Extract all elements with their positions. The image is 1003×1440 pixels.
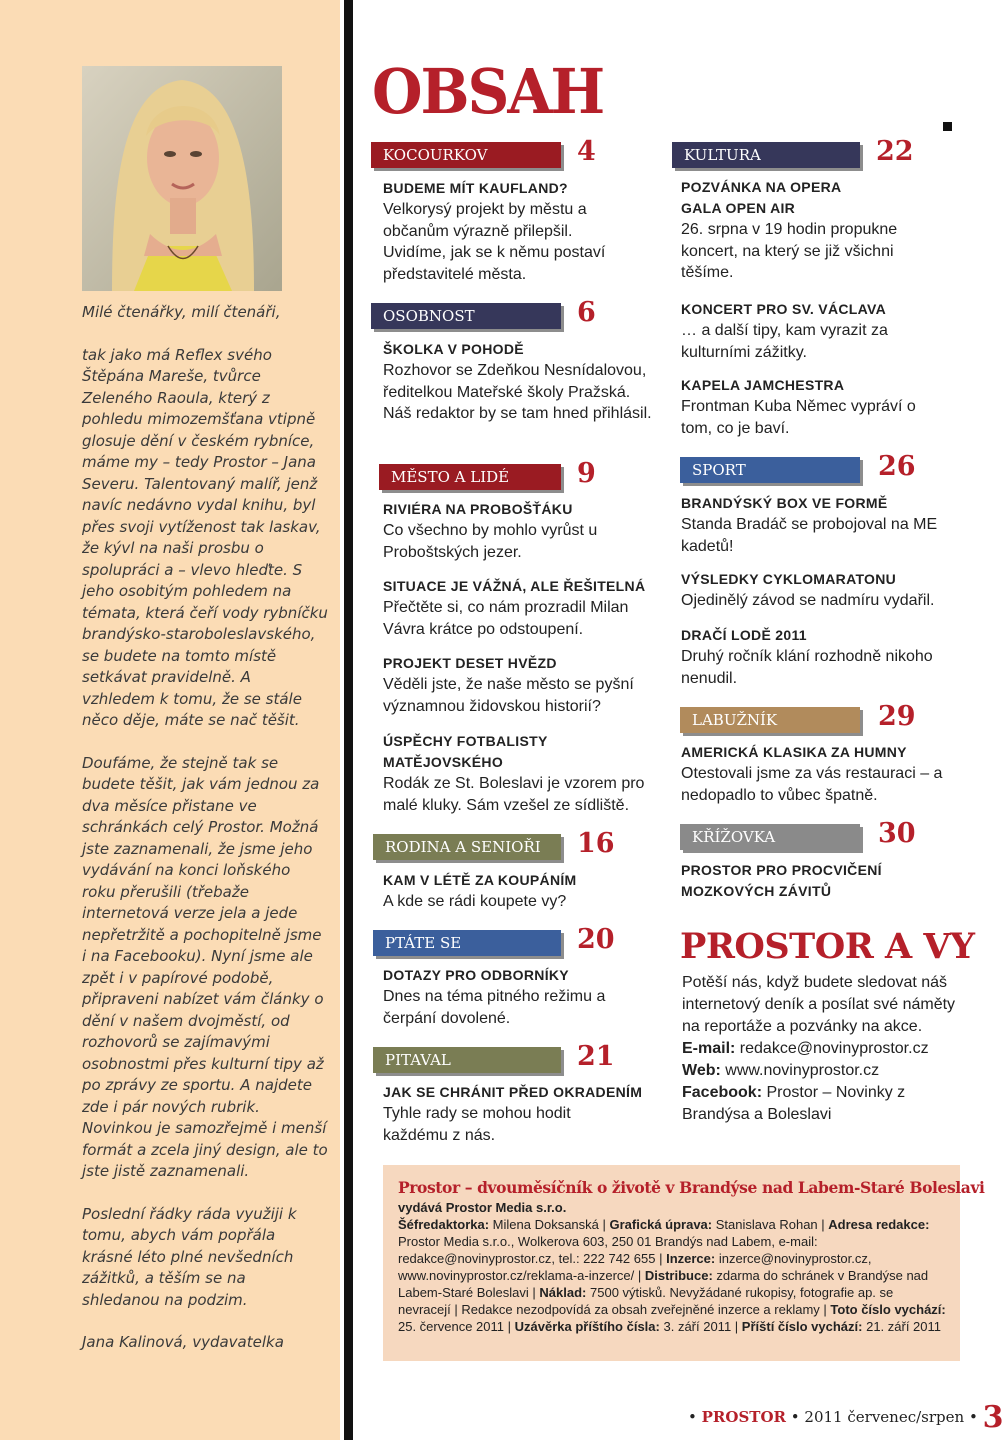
toc-item-heading: RIVIÉRA NA PROBOŠŤÁKU [383, 501, 573, 517]
impressum-body [398, 1199, 946, 1335]
toc-item-text: Druhý ročník klání rozhodně nikoho nenudil. [681, 648, 933, 687]
intro-paragraph: Poslední řádky ráda využiji k tomu, abych vám popřála krásné léto plné nevšedních zážitků, a těším se na shledanou na podzim. [82, 1204, 297, 1309]
toc-item-text: Ojedinělý závod se nadmíru vydařil. [681, 592, 935, 609]
imp-value: 7500 výtisků. Nevyžádané rukopisy, fotografie ap. se nevracejí | Redakce nezodpovídá za obsah zveřejněné inzerce a reklamy | [398, 1285, 894, 1317]
toc-item[interactable] [383, 178, 663, 285]
facebook-link[interactable]: Prostor – Novinky z Brandýsa a Boleslavi [682, 1084, 906, 1123]
footer-brand: PROSTOR [701, 1408, 786, 1426]
section-label: SPORT [680, 457, 860, 483]
web-link[interactable]: www.novinyprostor.cz [725, 1062, 880, 1079]
toc-item-text: Tyhle rady se mohou hodit každému z nás. [383, 1105, 571, 1144]
imp-value: 3. září 2011 | [663, 1319, 739, 1334]
toc-item-text: … a další tipy, kam vyrazit za kulturními zážitky. [681, 322, 888, 361]
column-divider [344, 0, 353, 1440]
section-page-number: 26 [878, 451, 916, 482]
toc-item[interactable] [681, 299, 961, 363]
page-number: 3 [982, 1400, 1003, 1435]
section-label: KŘÍŽOVKA [680, 824, 860, 850]
toc-item-text: Dnes na téma pitného režimu a čerpání dovolené. [383, 988, 606, 1027]
imp-label: Příští číslo vychází: [741, 1319, 863, 1334]
toc-item[interactable] [681, 860, 961, 902]
section-label: PITAVAL [373, 1047, 561, 1073]
toc-item[interactable] [681, 742, 961, 806]
section-page-number: 22 [876, 136, 914, 167]
toc-item-text: Standa Bradáč se probojoval na ME kadetů! [681, 516, 938, 555]
toc-item[interactable] [383, 339, 663, 425]
section-page-number: 16 [577, 828, 615, 859]
toc-item-text: Otestovali jsme za vás restauraci – a nedopadlo to vůbec špatně. [681, 765, 943, 804]
toc-item-heading: JAK SE CHRÁNIT PŘED OKRADENÍM [383, 1084, 643, 1100]
imp-label: Uzávěrka příštího čísla: [514, 1319, 660, 1334]
toc-item-heading: AMERICKÁ KLASIKA ZA HUMNY [681, 744, 907, 760]
facebook-line: Facebook: Prostor – Novinky z Brandýsa a Boleslavi [682, 1084, 906, 1123]
toc-item-heading: DOTAZY PRO ODBORNÍKY [383, 967, 569, 983]
toc-item-heading: PROJEKT DESET HVĚZD [383, 655, 557, 671]
section-page-number: 30 [878, 818, 916, 849]
toc-item-heading: KAPELA JAMCHESTRA [681, 377, 845, 393]
toc-item[interactable] [681, 375, 961, 439]
imp-label: Toto číslo vychází: [830, 1302, 946, 1317]
imp-value: zdarma do schránek v Brandýse nad Labem-Staré Boleslavi | [398, 1268, 929, 1300]
section-page-number: 21 [577, 1041, 615, 1072]
imp-label: Grafická úprava: [609, 1217, 713, 1232]
toc-item-text: Rodák ze St. Boleslavi je vzorem pro malé kluky. Sám vzešel ze sídliště. [383, 775, 645, 814]
toc-item[interactable] [383, 870, 663, 913]
section-label: PTÁTE SE [373, 930, 561, 956]
toc-item[interactable] [681, 625, 961, 689]
section-label: RODINA A SENIOŘI [373, 834, 561, 860]
section-page-number: 6 [577, 297, 596, 328]
impressum-title: Prostor – dvouměsíčník o životě v Brandýse nad Labem-Staré Boleslavi [398, 1178, 985, 1197]
toc-item-heading: KAM V LÉTĚ ZA KOUPÁNÍM [383, 872, 577, 888]
intro-paragraph: tak jako má Reflex svého Štěpána Mareše, tvůrce Zeleného Raoula, který z pohledu mimozemšťana vtipně glosuje dění v českém rybníce, máme my – tedy Prostor – Jana Severu. Talentovaný malíř, jenž navíc nedávno vydal knihu, byl přes svoji vytíženost tak laskav, že kývl na naši prosbu o spolupráci a – vlevo hleďte. S jeho osobitým pohledem na témata, která čeří vody rybníčku brandýsko-staroboleslavského, se budete na tomto místě setkávat pravidelně. A vzhledem k tomu, že se stále něco děje, máte se nač těšit. [82, 345, 328, 729]
page-footer: • PROSTOR • 2011 červenec/srpen • 3 [688, 1400, 1003, 1435]
imp-label: Distribuce: [644, 1268, 713, 1283]
section-label: KOCOURKOV [371, 142, 561, 168]
imp-label: Náklad: [539, 1285, 587, 1300]
toc-item-heading: DRAČÍ LODĚ 2011 [681, 627, 807, 643]
toc-item-heading: PROSTOR PRO PROCVIČENÍ MOZKOVÝCH ZÁVITŮ [681, 862, 882, 899]
toc-item-heading: ÚSPĚCHY FOTBALISTY MATĚJOVSKÉHO [383, 733, 548, 770]
toc-item-text: Velkorysý projekt by městu a občanům výrazně přilepšil. Uvidíme, jak se k němu postaví představitelé města. [383, 201, 606, 283]
imp-label: Inzerce: [666, 1251, 716, 1266]
prostor-a-vy-heading: PROSTOR A VY [680, 926, 975, 967]
section-page-number: 20 [577, 924, 615, 955]
editor-portrait [82, 66, 282, 291]
imp-label: Šéfredaktorka: [398, 1217, 490, 1232]
footer-year: 2011 [804, 1408, 843, 1426]
imp-value: Prostor Media s.r.o., Wolkerova 603, 250 01 Brandýs nad Labem, e-mail: redakce@novinyprostor.cz, tel.: 222 742 655 | [398, 1234, 818, 1266]
email-line: E-mail: redakce@novinyprostor.cz [682, 1040, 929, 1057]
section-label: KULTURA [672, 142, 860, 168]
toc-item-text: Přečtěte si, co nám prozradil Milan Vávra krátce po odstoupení. [383, 599, 629, 638]
imp-value: 21. září 2011 [866, 1319, 942, 1334]
toc-item-heading: ŠKOLKA V POHODĚ [383, 341, 524, 357]
prostor-a-vy-intro: Potěší nás, když budete sledovat náš internetový deník a posílat své náměty na reportáže a pozvánky na akce. [682, 974, 956, 1035]
toc-item-heading: POZVÁNKA NA OPERA GALA OPEN AIR [681, 179, 841, 216]
section-page-number: 4 [577, 136, 596, 167]
toc-item[interactable] [383, 731, 663, 816]
toc-item[interactable] [383, 653, 663, 717]
toc-item-heading: KONCERT PRO SV. VÁCLAVA [681, 301, 886, 317]
web-line: Web: www.novinyprostor.cz [682, 1062, 880, 1079]
editor-signature: Jana Kalinová, vydavatelka [82, 1333, 284, 1351]
toc-item-text: Frontman Kuba Němec vypráví o tom, co je baví. [681, 398, 916, 437]
section-page-number: 29 [878, 701, 916, 732]
toc-item-heading: VÝSLEDKY CYKLOMARATONU [681, 571, 897, 587]
intro-greeting: Milé čtenářky, milí čtenáři, [82, 303, 281, 321]
section-label: MĚSTO A LIDÉ [379, 464, 561, 490]
toc-item-heading: SITUACE JE VÁŽNÁ, ALE ŘEŠITELNÁ [383, 578, 646, 594]
impressum-box [383, 1165, 985, 1361]
toc-item-text: Věděli jste, že naše město se pyšní významnou židovskou historií? [383, 676, 634, 715]
prostor-a-vy-text [682, 972, 958, 1126]
toc-item-text: Rozhovor se Zdeňkou Nesnídalovou, ředitelkou Mateřské školy Pražská. Náš redaktor by se tam hned přihlásil. [383, 362, 652, 422]
section-page-number: 9 [577, 458, 596, 489]
section-label: OSOBNOST [371, 303, 561, 329]
toc-item[interactable] [383, 499, 663, 563]
toc-item[interactable] [383, 576, 663, 640]
toc-item[interactable] [681, 177, 961, 284]
toc-item-text: A kde se rádi koupete vy? [383, 893, 567, 910]
toc-item[interactable] [383, 965, 663, 1029]
toc-item[interactable] [681, 569, 961, 612]
imp-value: Milena Doksanská | [492, 1217, 606, 1232]
page-title: OBSAH [372, 55, 604, 129]
corner-square-icon [943, 122, 952, 131]
toc-item-text: Co všechno by mohlo vyrůst u Proboštských jezer. [383, 522, 598, 561]
imp-value: Stanislava Rohan | [715, 1217, 825, 1232]
toc-item-text: 26. srpna v 19 hodin propukne koncert, na který se již všichni těšíme. [681, 221, 898, 281]
toc-item-heading: BUDEME MÍT KAUFLAND? [383, 180, 568, 196]
section-label: LABUŽNÍK [680, 707, 860, 733]
toc-item[interactable] [383, 1082, 663, 1146]
editorial-text [82, 302, 328, 1375]
imp-label: Adresa redakce: [828, 1217, 930, 1232]
imp-value: 25. července 2011 | [398, 1319, 511, 1334]
footer-issue: červenec/srpen [847, 1408, 965, 1426]
intro-paragraph: Doufáme, že stejně tak se budete těšit, jak vám jednou za dva měsíce přistane ve schránkách celý Prostor. Možná jste zaznamenali, že jsme jeho vydávání na konci loňského roku přerušili (třebaže internetová verze jela a jede nepřetržitě a pochopitelně jsme i na Facebooku). Nyní jsme ale zpět i v papírové podobě, připraveni nabízet vám články o dění v našem dvojměstí, od rozhovorů se zajímavými osobnostmi přes kulturní tipy až po zprávy ze sportu. A najdete zde i pár nových rubrik. Novinkou je samozřejmě i menší formát a zcela jiný design, ale to jste jistě zaznamenali. [82, 753, 328, 1180]
publisher: vydává Prostor Media s.r.o. [398, 1200, 567, 1215]
email-link[interactable]: redakce@novinyprostor.cz [739, 1040, 929, 1057]
imp-value: inzerce@novinyprostor.cz, www.novinyprostor.cz/reklama-a-inzerce/ | [398, 1251, 872, 1283]
toc-item[interactable] [681, 493, 961, 557]
toc-item-heading: BRANDÝSKÝ BOX VE FORMĚ [681, 495, 888, 511]
